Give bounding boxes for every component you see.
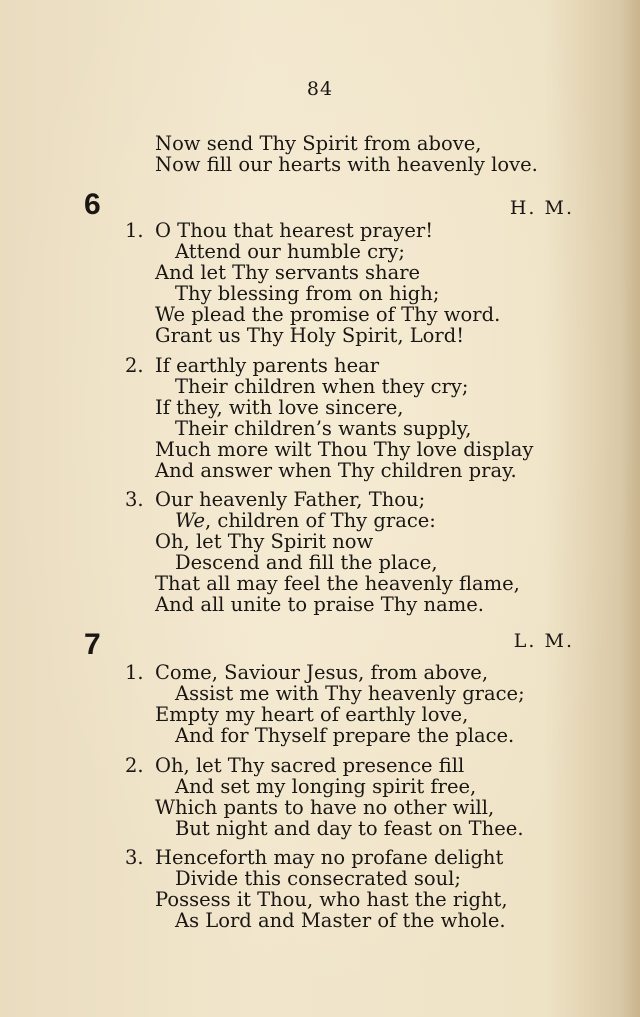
verse-line: And answer when Thy children pray. [155, 459, 517, 482]
verse-number: 2. [125, 754, 144, 777]
verse-line: Our heavenly Father, Thou; [155, 488, 426, 511]
verse-number: 3. [125, 488, 144, 511]
verse-line: Attend our humble cry; [175, 240, 405, 263]
verse-line: Divide this consecrated soul; [175, 867, 461, 890]
verse-line: Now fill our hearts with heavenly love. [155, 153, 538, 176]
verse-line: Thy blessing from on high; [175, 282, 440, 305]
verse-line: Empty my heart of earthly love, [155, 703, 469, 726]
hymn-number: 6 [84, 188, 101, 221]
verse-line: Much more wilt Thou Thy love display [155, 438, 534, 461]
verse-line: O Thou that hearest prayer! [155, 219, 434, 242]
verse-line: If earthly parents hear [155, 354, 380, 377]
verse-line: And let Thy servants share [155, 261, 421, 284]
verse-number: 1. [125, 219, 144, 242]
verse-line: But night and day to feast on Thee. [175, 817, 524, 840]
verse-line: Their children when they cry; [175, 375, 469, 398]
verse-line: Assist me with Thy heavenly grace; [175, 682, 525, 705]
hymn-meter: L. M. [513, 630, 574, 652]
verse-line: And for Thyself prepare the place. [175, 724, 515, 747]
page-number: 84 [306, 78, 334, 100]
verse-line: Oh, let Thy sacred presence fill [155, 754, 465, 777]
verse-line: And all unite to praise Thy name. [155, 593, 484, 616]
verse-line: Henceforth may no profane delight [155, 846, 504, 869]
verse-line: Which pants to have no other will, [155, 796, 495, 819]
verse-line: Possess it Thou, who hast the right, [155, 888, 508, 911]
verse-number: 1. [125, 661, 144, 684]
verse-line: Oh, let Thy Spirit now [155, 530, 374, 553]
italic-word: We [175, 509, 205, 532]
verse-line [175, 510, 436, 531]
verse-line: Come, Saviour Jesus, from above, [155, 661, 489, 684]
hymn-number: 7 [84, 628, 101, 661]
verse-line: Their children’s wants supply, [175, 417, 472, 440]
verse-line: And set my longing spirit free, [175, 775, 477, 798]
verse-line: That all may feel the heavenly flame, [155, 572, 520, 595]
verse-number: 2. [125, 354, 144, 377]
verse-line: If they, with love sincere, [155, 396, 404, 419]
verse-line: As Lord and Master of the whole. [175, 909, 506, 932]
verse-number: 3. [125, 846, 144, 869]
verse-line: Now send Thy Spirit from above, [155, 132, 482, 155]
verse-line: We plead the promise of Thy word. [155, 303, 501, 326]
hymn-meter: H. M. [509, 197, 574, 219]
verse-line: Descend and fill the place, [175, 551, 438, 574]
verse-line: Grant us Thy Holy Spirit, Lord! [155, 324, 465, 347]
verse-line-rest: , children of Thy grace: [205, 509, 436, 532]
